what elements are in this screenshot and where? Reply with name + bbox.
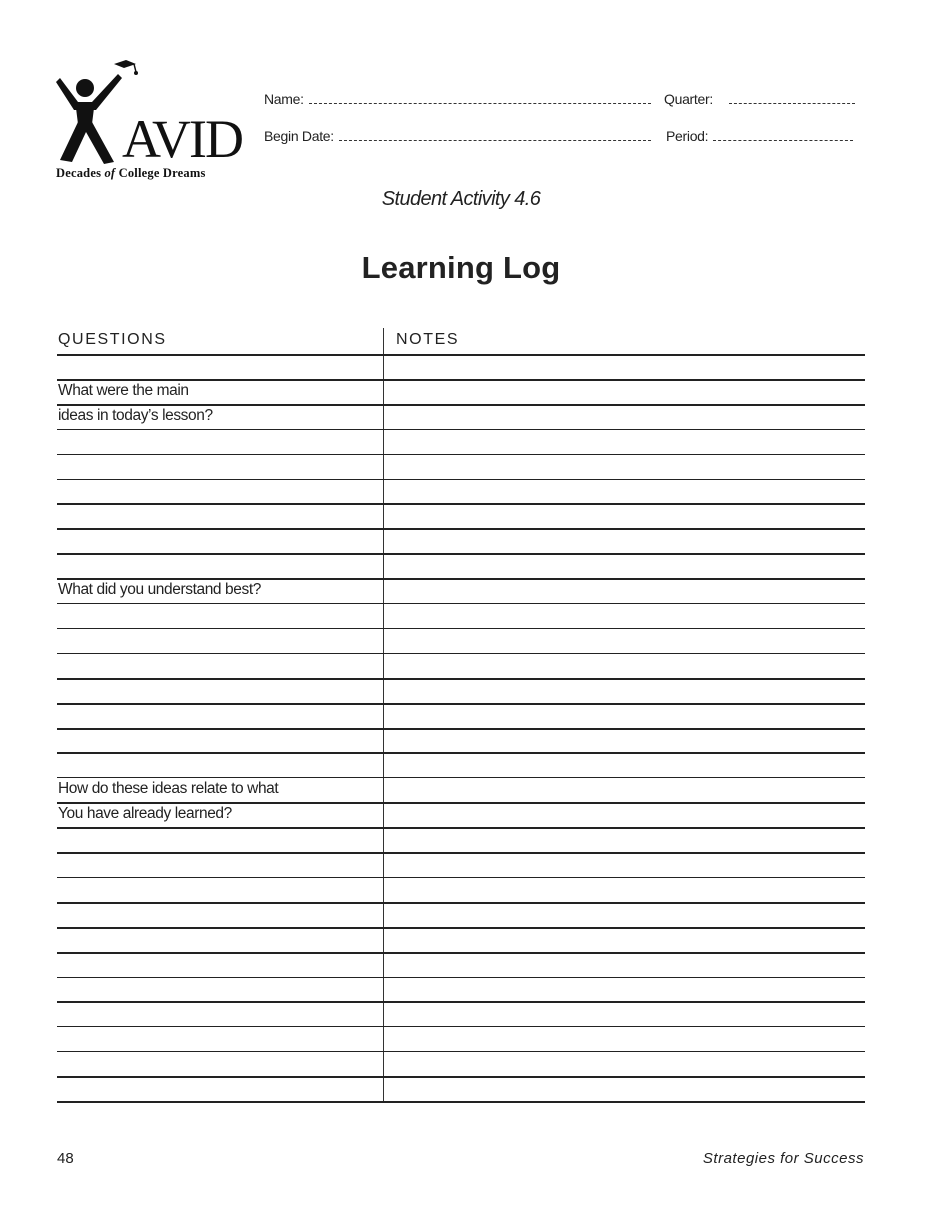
ruled-line (57, 703, 865, 705)
ruled-line (57, 603, 865, 604)
name-field[interactable] (264, 91, 651, 107)
book-title: Strategies for Success (702, 1150, 864, 1167)
ruled-line (57, 977, 865, 978)
question-text: You have already learned? (58, 805, 232, 823)
notes-header: NOTES (396, 331, 460, 348)
ruled-line (57, 479, 865, 480)
ruled-line (57, 852, 865, 854)
question-text: What were the main (58, 381, 189, 399)
quarter-field[interactable] (664, 91, 855, 107)
ruled-line (57, 1051, 865, 1052)
period-field[interactable] (666, 128, 853, 144)
activity-label: Student Activity 4.6 (381, 188, 541, 210)
page-number: 48 (57, 1150, 74, 1167)
ruled-line (57, 429, 865, 430)
ruled-line (57, 827, 865, 829)
period-line[interactable] (713, 139, 853, 141)
page-title: Learning Log (361, 250, 561, 285)
name-line[interactable] (309, 102, 651, 104)
quarter-line[interactable] (729, 102, 855, 104)
begin-date-line[interactable] (339, 139, 651, 141)
begin-date-label: Begin Date: (264, 128, 334, 144)
ruled-line (57, 379, 865, 381)
quarter-label: Quarter: (664, 91, 713, 107)
avid-tagline: Decades of College Dreams (56, 166, 206, 180)
ruled-line (57, 1001, 865, 1003)
ruled-line (57, 877, 865, 878)
ruled-line (57, 678, 865, 680)
period-label: Period: (666, 128, 709, 144)
ruled-line (57, 902, 865, 904)
ruled-line (57, 354, 865, 356)
avid-logo (56, 58, 256, 183)
question-text: How do these ideas relate to what (58, 780, 279, 798)
column-divider (383, 328, 384, 1101)
ruled-line (57, 728, 865, 730)
ruled-line (57, 528, 865, 530)
ruled-line (57, 454, 865, 455)
begin-date-field[interactable] (264, 128, 651, 144)
ruled-line (57, 752, 865, 754)
ruled-line (57, 802, 865, 804)
ruled-line (57, 927, 865, 929)
avid-wordmark: AVID (122, 109, 243, 169)
question-text: What did you understand best? (58, 581, 261, 599)
ruled-line (57, 1026, 865, 1027)
name-label: Name: (264, 91, 304, 107)
ruled-line (57, 578, 865, 580)
ruled-line (57, 404, 865, 406)
ruled-line (57, 777, 865, 778)
ruled-line (57, 1101, 865, 1103)
ruled-line (57, 628, 865, 629)
ruled-line (57, 952, 865, 954)
learning-log-table (57, 328, 865, 1101)
questions-header: QUESTIONS (58, 331, 167, 348)
ruled-line (57, 653, 865, 654)
ruled-line (57, 503, 865, 505)
ruled-line (57, 553, 865, 555)
ruled-line (57, 1076, 865, 1078)
question-text: ideas in today’s lesson? (58, 406, 213, 424)
